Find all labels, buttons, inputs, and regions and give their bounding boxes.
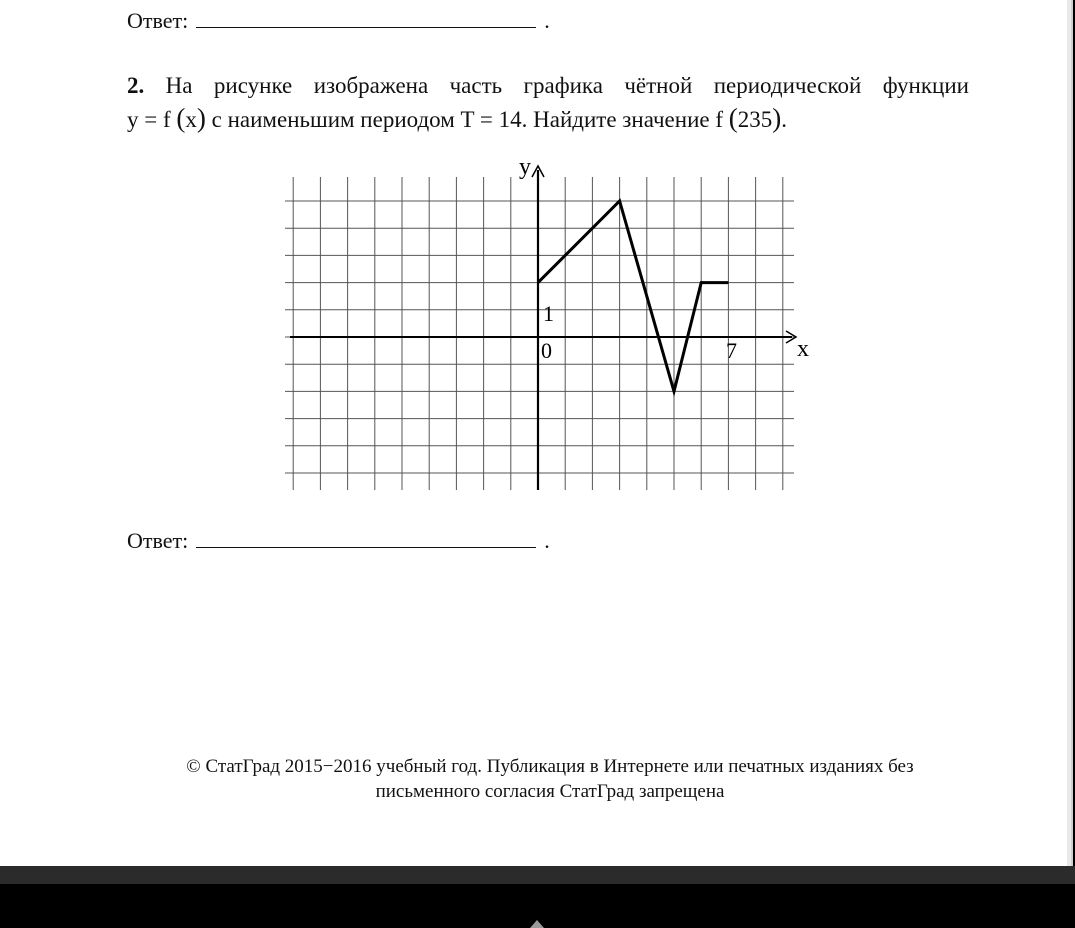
answer-dot: . (544, 528, 550, 553)
problem-text-mid: с наименьшим периодом (211, 107, 455, 132)
problem-text-find: . Найдите значение f (521, 107, 723, 132)
answer-dot: . (544, 8, 550, 33)
footer-line: письменного согласия СтатГрад запрещена (375, 781, 725, 802)
x-tick-label: 7 (726, 338, 737, 363)
function-prefix: y = f (127, 107, 171, 132)
problem-number: 2. (127, 73, 145, 98)
grid (285, 177, 794, 490)
problem-text-end: . (781, 107, 787, 132)
problem-word: периодической (713, 73, 862, 98)
close-paren: ) (196, 103, 206, 133)
viewer-bottom-bar (0, 866, 1075, 884)
problem-word: функции (882, 73, 969, 98)
close-paren: ) (772, 103, 782, 133)
function-line (538, 201, 728, 391)
plot-series (538, 201, 728, 391)
function-arg: x (185, 107, 197, 132)
find-arg: 235 (737, 107, 773, 132)
answer-label: Ответ: (127, 528, 189, 553)
scroll-up-icon[interactable] (530, 920, 544, 928)
origin-label: 0 (541, 338, 552, 363)
answer-line-bottom (127, 528, 550, 554)
copyright-footer (100, 754, 1000, 804)
y-tick-label: 1 (543, 301, 554, 326)
open-paren: ( (728, 103, 738, 133)
answer-blank (196, 529, 536, 548)
problem-word: изображена (313, 73, 429, 98)
axes (290, 166, 796, 490)
problem-word: часть (449, 73, 503, 98)
problem-word: рисунке (213, 73, 293, 98)
y-axis-label: y (519, 154, 531, 180)
problem-word: чётной (624, 73, 693, 98)
period-value: T = 14 (460, 107, 522, 132)
answer-label: Ответ: (127, 8, 189, 33)
footer-line: © СтатГрад 2015−2016 учебный год. Публикация в Интернете или печатных изданиях без (186, 756, 914, 777)
problem-word: На (165, 73, 193, 98)
open-paren: ( (176, 103, 186, 133)
x-axis-label: x (797, 336, 809, 362)
problem-word: графика (523, 73, 603, 98)
